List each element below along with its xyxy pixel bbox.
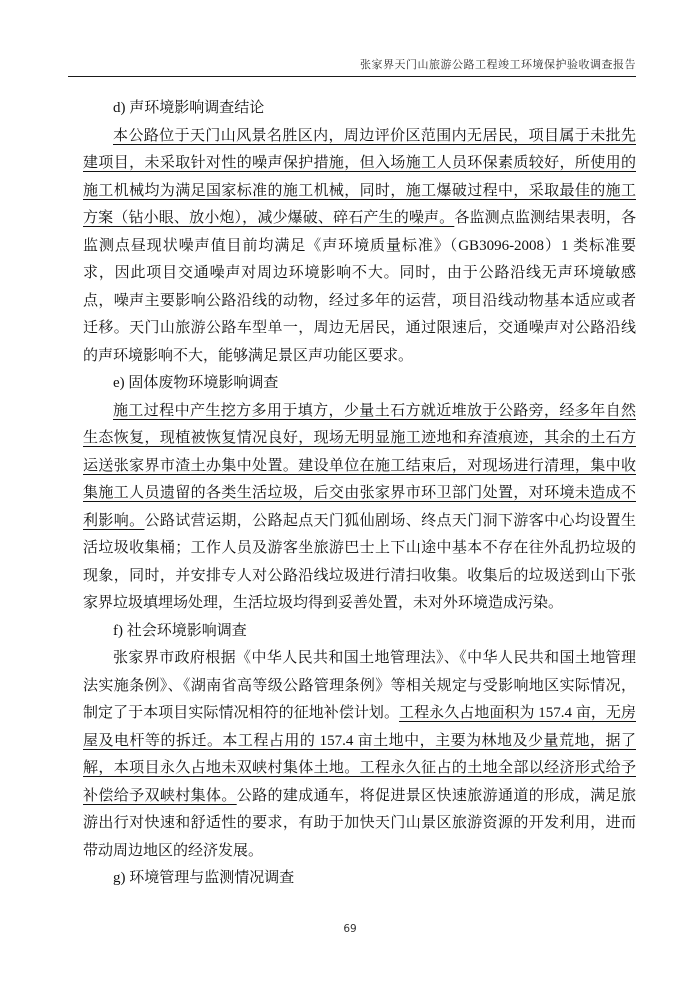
page-footer bbox=[0, 923, 700, 935]
page-header bbox=[68, 56, 636, 77]
page-number: 69 bbox=[343, 923, 357, 935]
underlined-text-run: 施工过程中产生挖方多用于填方，少量土石方就近堆放于公路旁，经多年自然生态恢复，现植被恢复情况良好，现场无明显施工迹地和弃渣痕迹，其余的土石方运送张家界市渣土办集中处置。建设单位在施工结束后，对现场进行清理，集中收集施工人员遗留的各类生活垃圾，后交由张家界市环卫部门处置，对环境未造成不利影响。 bbox=[83, 402, 636, 529]
header-title: 张家界天门山旅游公路工程竣工环境保护验收调查报告 bbox=[360, 59, 636, 71]
underlined-text-run: 本公路位于天门山风景名胜区内，周边评价区范围内无居民，项目属于未批先建项目，未采取针对性的噪声保护措施，但入场施工人员环保素质较好，所使用的施工机械均为满足国家标准的施工机械，同时，施工爆破过程中，采取最佳的施工方案（钻小眼、放小炮），减少爆破、碎石产生的噪声。 bbox=[83, 127, 636, 226]
paragraph bbox=[83, 645, 636, 865]
paragraph bbox=[83, 123, 636, 371]
text-run: 张家界市政府根据《中华人民共和国土地管理法》、《中华人民共和国土地管理法实施条例》、《湖南省高等级公路管理条例》等相关规定与受影响地区实际情况，制定了于本项目实际情况相符的征地补偿计划。 bbox=[83, 650, 636, 721]
document-body bbox=[83, 95, 636, 893]
text-run: 各监测点监测结果表明，各监测点昼现状噪声值目前均满足《声环境质量标准》（GB3096-2008）1 类标准要求，因此项目交通噪声对周边环境影响不大。同时，由于公路沿线无声环境敏感点，噪声主要影响公路沿线的动物，经过多年的运营，项目沿线动物基本适应或者迁移。天门山旅游公路车型单一，周边无居民，通过限速后，交通噪声对公路沿线的声环境影响不大，能够满足景区声功能区要求。 bbox=[83, 210, 636, 364]
underlined-text-run: 工程永久占地面积为 157.4 亩，无房屋及电杆等的拆迁。本工程占用的 157.4 亩土地中，主要为林地及少量荒地，据了解，本项目永久占地未双峡村集体土地。工程永久征占的土地全部以经济形式给予补偿给予双峡村集体。 bbox=[83, 705, 636, 804]
text-run: 公路试营运期，公路起点天门狐仙剧场、终点天门洞下游客中心均设置生活垃圾收集桶；工作人员及游客坐旅游巴士上下山途中基本不存在往外乱扔垃圾的现象，同时，并安排专人对公路沿线垃圾进行清扫收集。收集后的垃圾送到山下张家界垃圾填埋场处理，生活垃圾均得到妥善处置，未对外环境造成污染。 bbox=[83, 512, 636, 611]
text-run: 公路的建成通车，将促进景区快速旅游通道的形成，满足旅游出行对快速和舒适性的要求，有助于加快天门山景区旅游资源的开发利用，进而带动周边地区的经济发展。 bbox=[83, 787, 636, 859]
section-heading-e: e) 固体废物环境影响调查 bbox=[113, 375, 279, 391]
paragraph bbox=[83, 398, 636, 618]
section-heading-f: f) 社会环境影响调查 bbox=[113, 622, 247, 639]
section-heading-g: g) 环境管理与监测情况调查 bbox=[113, 870, 295, 886]
section-heading-d: d) 声环境影响调查结论 bbox=[113, 100, 265, 116]
